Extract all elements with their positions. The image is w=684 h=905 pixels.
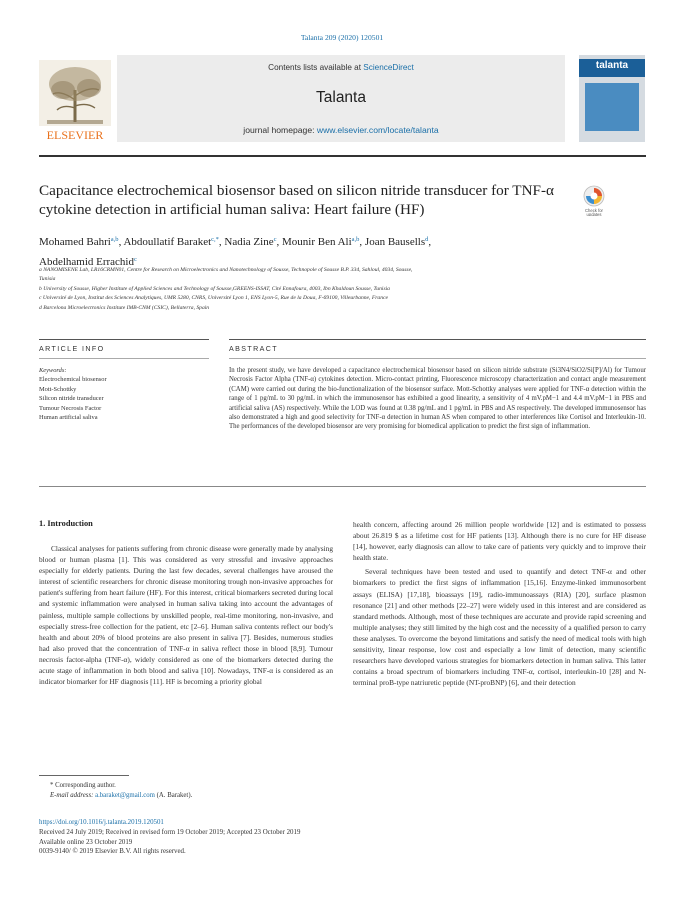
svg-text:updates: updates [586, 212, 602, 216]
publisher-wordmark: ELSEVIER [46, 128, 104, 142]
received-dates: Received 24 July 2019; Received in revised form 19 October 2019; Accepted 23 October 2019 [39, 828, 301, 836]
cover-title: talanta [595, 60, 629, 71]
email-link[interactable]: a.baraket@gmail.com [95, 792, 155, 799]
homepage-line: journal homepage: www.elsevier.com/locate/talanta [243, 125, 439, 135]
publication-info [39, 818, 489, 857]
body-paragraph: health concern, affecting around 26 million people worldwide [12] and is estimated to possess about 26.819 $ as a lifetime cost for HF patients [13]. Although there is no cure for HF disease [14], however, early diagnosis can allow to take care of patients very quickly and to improve their health state. [353, 520, 646, 563]
journal-masthead [39, 55, 646, 147]
author-name: Mohamed Bahri [39, 236, 111, 248]
author-name: Joan Bausells [364, 236, 426, 248]
cover-illustration [585, 83, 639, 131]
body-column-right [353, 519, 646, 688]
author-affiliation-mark[interactable]: a,b [110, 236, 119, 243]
affiliation-item: Tunisia [39, 276, 56, 283]
journal-info-box [117, 55, 565, 142]
contents-line: Contents lists available at ScienceDirect [268, 63, 414, 72]
body-paragraph: Several techniques have been tested and used to quantify and detect TNF-α and other biomarkers to predict the first signs of inflammation [15,16]. Enzyme-linked immunosorbent assays (ELISA) [17,18], bioassays [19], radio-immunoassays (RIA) [20], surface plasmon resonance [21] and other methods [22–27] were widely used in this interest and are considered as standard methods. Although, most of these techniques are accurate and provide rapid screening and multiple analyses; they still limited by the high cost and the necessity of a qualified person to carry these analyses. To overcome the beyond limitations and satisfy the need of medical tools with high sensitivity, linear response, low cost and especially a low limit of detection, many scientific researchers have developed various strategies for biomarkers detection in human saliva. This latter contains a broad spectrum of biomarkers including TNF-α, cortisol, interleukin-10 [28] and N-terminal proB-type natriuretic peptide (NT-proBNP) [6], and their detection [353, 567, 646, 688]
author-name: Nadia Zine [224, 236, 274, 248]
body-column-left [39, 543, 333, 687]
author-list: Mohamed Bahri$^{a,b}$, Abdoullatif Baraket$^{c,*}$, Nadia Zine$^c$, Mounir Ben Ali$^{a,b}$, Joan Bausells$^d$, Abdelhamid Errachid$^c$ [39, 236, 432, 268]
author-affiliation-mark[interactable]: a,b [351, 236, 360, 243]
masthead-divider [39, 155, 646, 157]
author-name: Abdelhamid Errachid [39, 256, 134, 268]
available-online-date: Available online 23 October 2019 [39, 838, 133, 846]
affiliation-item: b University of Sousse, Higher Institute of Applied Sciences and Technology of Sousse,GREENS-ISSAT, Cité Ennafoura, 4003, Ibn Khaldoun Sousse, Tunisia [39, 285, 390, 292]
abstract-divider [229, 339, 646, 340]
keyword-item: Electrochemical biosensor [39, 376, 107, 384]
keywords-label: Keywords: [39, 367, 67, 374]
affiliation-item: c Université de Lyon, Institut des Sciences Analytiques, UMR 5280, CNRS, Université Lyon 1, ENS Lyon-5, Rue de la Doua, F-69100, Villeurbanne, France [39, 295, 388, 302]
copyright-line: 0039-9140/ © 2019 Elsevier B.V. All rights reserved. [39, 848, 186, 856]
email-note: E-mail address: a.baraket@gmail.com (A. Baraket). [50, 792, 193, 799]
article-title: Capacitance electrochemical biosensor based on silicon nitride transducer for TNF-α cytokine detection in artificial human saliva: Heart failure (HF) [39, 182, 555, 218]
affiliation-item: a NANOMISENE Lab, LR16CRMN01, Centre for Research on Microelectronics and Nanotechnology of Sousse, Technopole of Sousse B.P. 334, Sahloul, 4034, Sousse, [39, 267, 413, 273]
footnotes [50, 781, 350, 801]
sciencedirect-link[interactable]: ScienceDirect [363, 63, 414, 72]
abstract-subdivider [229, 358, 646, 359]
keyword-item: Human artificial saliva [39, 414, 98, 422]
journal-citation[interactable]: Talanta 209 (2020) 120501 [300, 33, 384, 42]
article-info-heading: ARTICLE INFO [39, 345, 105, 353]
footnote-divider [39, 775, 129, 776]
abstract-text: In the present study, we have developed a capacitance electrochemical biosensor based on silicon nitride substrate (Si3N4/SiO2/Si[P]/Al) for Tumour Necrosis Factor Alpha (TNF-α) cytokines detection. Micro-contact printing, Fluorescence microscopy characterization and contact angle measurement (CAM) were carried out during the bio-functionalization of the biosensor surface. Mott-Schottky analyses were applied for TNF-α detection within the range of 1 pg/mL to 30 pg/mL in which the immunosensor has exhibited a good linearity, a sensitivity of 4 mV.pM−1 and 4.4 mV.pM−1 in PBS and artificial saliva (AS) respectively. While the LOD was found at 0.38 pg/mL and 1 pg/mL in PBS and AS respectively. The developed immunosensor has also demonstrated a high and good selectivity for TNF-α detection in human AS when compared to other interferences like Cortisol and Interleukin-10. The performances of the developed biosensor are very promising for biomedical application to predict the first sign of inflammation. [229, 367, 646, 431]
keyword-item: Mott-Schottky [39, 385, 77, 393]
author-affiliation-mark[interactable]: d [425, 236, 429, 243]
introduction-heading: 1. Introduction [39, 519, 93, 528]
body-paragraph: Classical analyses for patients suffering from chronic disease were generally made by analysing blood or human plasma [1]. This was considered as very stressful and invasive approaches especially for elderly patients. During the last few decades, several challenges have aroused the interest of scientific researchers for chronic disease monitoring trough non-invasive approaches for patient's suffering from heart failure (HF). For this interest, critical biomarkers secreted during local and systemic inflammation were analysed in human saliva taking into account the advantages of painless, multiple sample collections by unskilled people, real-time monitoring, non-invasive, and especially stress-free collection for the patient, etc [2–6]. Human saliva contents reflect our body's health and about 20% of blood proteins are also present in saliva [7]. Besides, numerous studies had also proved that the concentration of TNF-α in saliva reflect those in blood [8,9]. Tumour necrosis factor-alpha (TNF-α), widely considered as one of the biomarkers detected during the acute stage of inflammation in both blood and saliva [10]. Nowadays, TNF-α is considered as an indicator biomarker for HF diagnosis [11]. HF is becoming a priority global [39, 544, 333, 687]
keywords-block [39, 366, 209, 422]
author-name: Abdoullatif Baraket [123, 236, 212, 248]
keyword-item: Tumour Necrosis Factor [39, 404, 102, 412]
author-affiliation-mark[interactable]: c [273, 236, 277, 243]
article-info-subdivider [39, 358, 209, 359]
affiliations [39, 266, 559, 313]
corresponding-author-note: * Corresponding author. [50, 782, 116, 789]
doi-link[interactable]: https://doi.org/10.1016/j.talanta.2019.120501 [39, 819, 164, 826]
keyword-item: Silicon nitride transducer [39, 395, 104, 403]
journal-cover-image [579, 55, 645, 142]
abstract-heading: ABSTRACT [229, 345, 279, 353]
author-affiliation-mark[interactable]: c,* [211, 236, 219, 243]
journal-homepage-link[interactable]: www.elsevier.com/locate/talanta [316, 125, 439, 135]
article-info-divider [39, 339, 209, 340]
check-for-updates-badge[interactable] [581, 185, 607, 216]
affiliation-item: d Barcelona Microelectronics Institute IMB-CNM (CSIC), Bellaterra, Spain [39, 304, 210, 311]
author-affiliation-mark[interactable]: c [134, 256, 137, 263]
journal-title: Talanta [316, 89, 366, 106]
svg-text:Check for: Check for [585, 208, 603, 213]
author-name: Mounir Ben Ali [281, 236, 352, 248]
elsevier-logo [39, 60, 111, 142]
abstract-bottom-divider [39, 486, 646, 487]
